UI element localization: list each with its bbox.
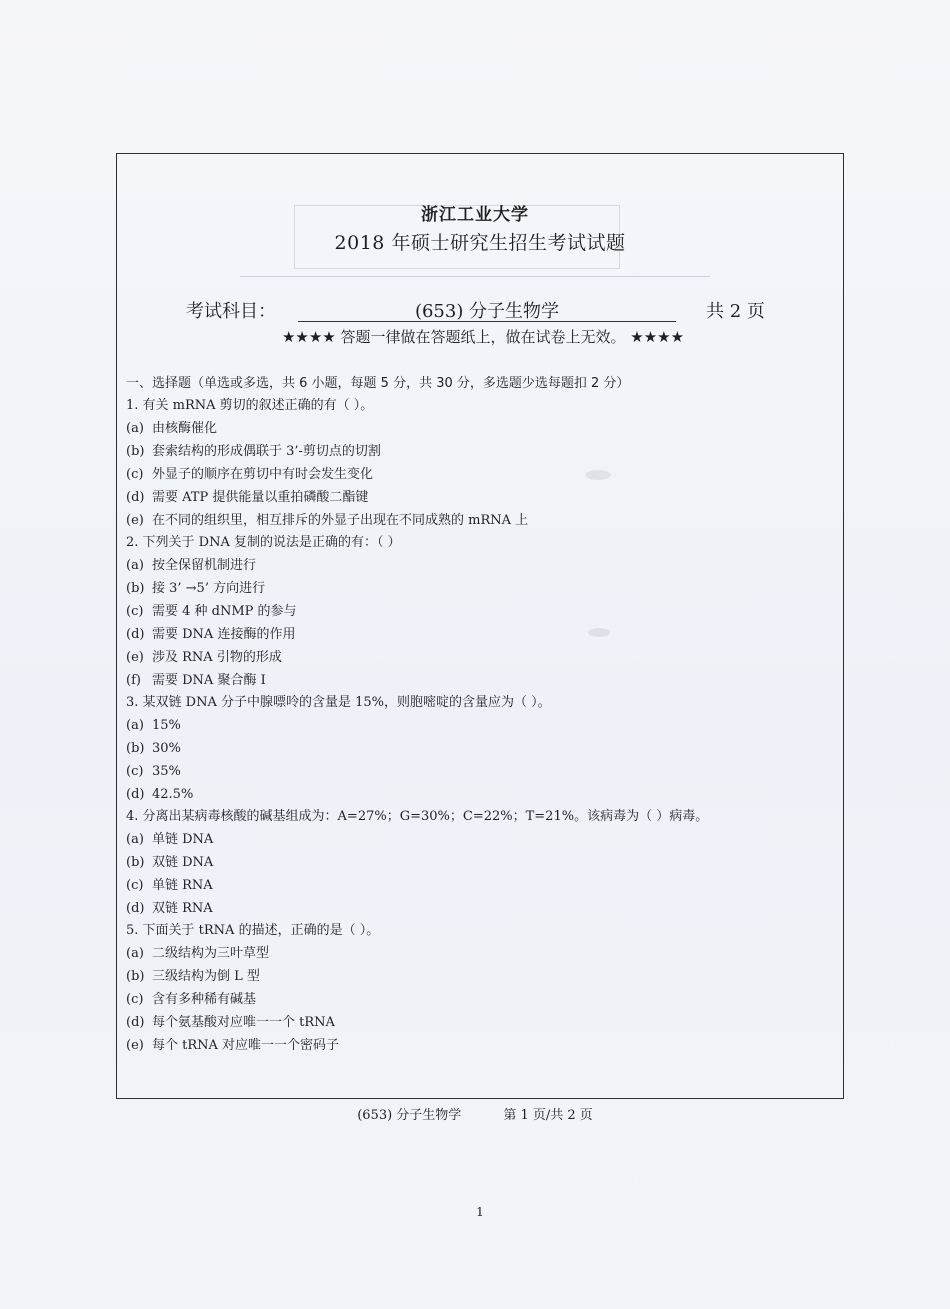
option-row: [126, 714, 826, 737]
option-row: [126, 783, 826, 806]
option-label: (d): [126, 787, 145, 802]
option-text: 三级结构为倒 L 型: [152, 969, 260, 984]
option-label: (c): [126, 604, 144, 619]
option-text: 涉及 RNA 引物的形成: [152, 650, 282, 665]
option-label: (c): [126, 467, 144, 482]
subject-label: 考试科目：: [186, 301, 276, 322]
option-label: (e): [126, 513, 144, 528]
option-row: [126, 874, 826, 897]
option-row: [126, 942, 826, 965]
question-stem: 1. 有关 mRNA 剪切的叙述正确的有（ ）。: [126, 398, 374, 413]
option-text: 按全保留机制进行: [152, 558, 257, 573]
page-footer: [0, 1104, 950, 1123]
option-label: (a): [126, 832, 144, 847]
option-row: [126, 760, 826, 783]
option-row: [126, 509, 826, 532]
question-stem: 3. 某双链 DNA 分子中腺嘌呤的含量是 15%，则胞嘧啶的含量应为（ ）。: [126, 695, 551, 710]
option-text: 35%: [152, 764, 181, 779]
option-label: (c): [126, 764, 144, 779]
option-text: 接 3’ →5’ 方向进行: [152, 581, 266, 596]
option-row: [126, 851, 826, 874]
title-divider: [240, 276, 710, 277]
option-row: [126, 669, 826, 692]
option-label: (a): [126, 421, 144, 436]
option-text: 42.5%: [152, 787, 194, 802]
option-row: [126, 1011, 826, 1034]
option-label: (a): [126, 558, 144, 573]
option-row: [126, 440, 826, 463]
option-label: (d): [126, 490, 145, 505]
option-text: 需要 4 种 dNMP 的参与: [152, 604, 297, 619]
option-label: (b): [126, 855, 145, 870]
option-text: 双链 DNA: [152, 855, 214, 870]
option-text: 单链 DNA: [152, 832, 214, 847]
option-row: [126, 988, 826, 1011]
option-row: [126, 965, 826, 988]
question-stem: 5. 下面关于 tRNA 的描述，正确的是（ ）。: [126, 923, 380, 938]
option-label: (a): [126, 718, 144, 733]
option-row: [126, 897, 826, 920]
option-label: (e): [126, 650, 144, 665]
page-number: 1: [476, 1205, 484, 1219]
option-text: 需要 ATP 提供能量以重拍磷酸二酯键: [152, 490, 369, 505]
option-label: (d): [126, 627, 145, 642]
option-text: 含有多种稀有碱基: [152, 992, 257, 1007]
option-row: [126, 623, 826, 646]
subject-row: [186, 297, 786, 323]
subject-value: (653) 分子生物学: [298, 297, 676, 322]
option-text: 需要 DNA 聚合酶 I: [152, 673, 266, 688]
option-row: [126, 554, 826, 577]
option-label: (b): [126, 969, 145, 984]
university-name: 浙江工业大学: [421, 205, 529, 225]
option-text: 单链 RNA: [152, 878, 213, 893]
option-label: (a): [126, 946, 144, 961]
footer-subject: (653) 分子生物学: [357, 1108, 462, 1123]
option-row: [126, 417, 826, 440]
option-row: [126, 577, 826, 600]
option-row: [126, 486, 826, 509]
option-text: 每个氨基酸对应唯一一个 tRNA: [152, 1015, 335, 1030]
total-pages: 共 2 页: [706, 301, 765, 322]
option-row: [126, 1034, 826, 1057]
option-label: (b): [126, 581, 145, 596]
question-stem: 2. 下列关于 DNA 复制的说法是正确的有：（ ）: [126, 535, 401, 550]
option-row: [126, 737, 826, 760]
option-text: 30%: [152, 741, 181, 756]
option-label: (c): [126, 878, 144, 893]
option-label: (d): [126, 1015, 145, 1030]
option-text: 外显子的顺序在剪切中有时会发生变化: [152, 467, 374, 482]
exam-title: 2018 年硕士研究生招生考试试题: [334, 232, 626, 254]
option-label: (b): [126, 741, 145, 756]
question-stem: 4. 分离出某病毒核酸的碱基组成为：A=27%；G=30%；C=22%；T=21%。该病毒为（ ）病毒。: [126, 809, 709, 824]
option-label: (f): [126, 673, 141, 688]
option-text: 每个 tRNA 对应唯一一个密码子: [152, 1038, 340, 1053]
option-text: 需要 DNA 连接酶的作用: [152, 627, 296, 642]
option-text: 二级结构为三叶草型: [152, 946, 270, 961]
option-label: (d): [126, 901, 145, 916]
option-row: [126, 463, 826, 486]
option-text: 在不同的组织里，相互排斥的外显子出现在不同成熟的 mRNA 上: [152, 513, 529, 528]
section-heading: 一、选择题（单选或多选，共 6 小题，每题 5 分，共 30 分，多选题少选每题扣 2 分）: [126, 376, 630, 391]
option-text: 15%: [152, 718, 181, 733]
question-list: [126, 395, 826, 1057]
option-row: [126, 600, 826, 623]
option-label: (b): [126, 444, 145, 459]
footer-page-info: 第 1 页/共 2 页: [503, 1108, 593, 1123]
option-label: (c): [126, 992, 144, 1007]
option-text: 双链 RNA: [152, 901, 213, 916]
option-row: [126, 828, 826, 851]
option-row: [126, 646, 826, 669]
answer-notice: ★★★★ 答题一律做在答题纸上，做在试卷上无效。 ★★★★: [281, 328, 685, 346]
option-text: 由核酶催化: [152, 421, 218, 436]
option-label: (e): [126, 1038, 144, 1053]
option-text: 套索结构的形成偶联于 3’-剪切点的切割: [152, 444, 381, 459]
